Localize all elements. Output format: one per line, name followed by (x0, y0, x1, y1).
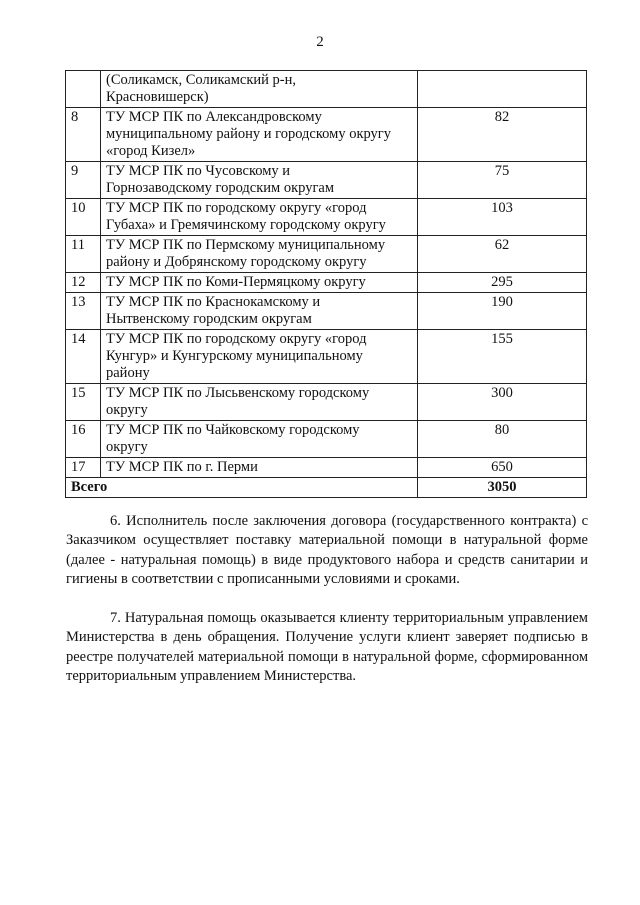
row-value: 75 (418, 162, 587, 199)
row-value: 190 (418, 293, 587, 330)
row-value (418, 71, 587, 108)
row-number: 16 (66, 421, 101, 458)
paragraph-6 (66, 512, 588, 589)
row-number (66, 71, 101, 108)
row-number: 8 (66, 108, 101, 162)
table-row (66, 199, 587, 236)
paragraph-7 (66, 609, 588, 686)
paragraph-7-number: 7. (110, 610, 121, 626)
row-number: 13 (66, 293, 101, 330)
row-number: 15 (66, 384, 101, 421)
table-row (66, 273, 587, 293)
table-row (66, 162, 587, 199)
table-row (66, 421, 587, 458)
row-name-line: ТУ МСР ПК по Чайковскому городскому (106, 422, 360, 438)
row-number: 17 (66, 458, 101, 478)
row-value: 295 (418, 273, 587, 293)
allocation-table-body (66, 71, 587, 498)
row-value: 300 (418, 384, 587, 421)
paragraph-6-text: Исполнитель после заключения договора (государственного контракта) с Заказчиком осуществляет поставку материальной помощи в натуральной форме (далее - натуральная помощь) в виде продуктового набора и средств санитарии и гигиены в соответствии с прописанными условиями и сроками. (66, 513, 589, 587)
row-name-line: ТУ МСР ПК по Лысьвенскому городскому (106, 385, 370, 401)
row-number: 10 (66, 199, 101, 236)
table-row (66, 236, 587, 273)
row-name (101, 421, 418, 458)
row-name-line: району (106, 365, 150, 381)
row-name (101, 108, 418, 162)
page-number: 2 (316, 34, 324, 50)
row-name-line: ТУ МСР ПК по г. Перми (106, 459, 258, 475)
row-name-line: Губаха» и Гремячинскому городскому округу (106, 217, 386, 233)
row-name (101, 162, 418, 199)
table-row (66, 330, 587, 384)
row-name-line: ТУ МСР ПК по Краснокамскому и (106, 294, 321, 310)
row-number: 12 (66, 273, 101, 293)
row-name (101, 236, 418, 273)
table-row (66, 458, 587, 478)
row-name-line: ТУ МСР ПК по Пермскому муниципальному (106, 237, 386, 253)
total-label: Всего (66, 478, 418, 498)
row-value: 650 (418, 458, 587, 478)
total-row (66, 478, 587, 498)
row-name-line: ТУ МСР ПК по Чусовскому и (106, 163, 291, 179)
row-name (101, 384, 418, 421)
allocation-table (65, 70, 587, 498)
table-row (66, 108, 587, 162)
row-value: 82 (418, 108, 587, 162)
row-value: 80 (418, 421, 587, 458)
row-name-line: Кунгур» и Кунгурскому муниципальному (106, 348, 363, 364)
row-name-line: ТУ МСР ПК по городскому округу «город (106, 200, 367, 216)
row-name (101, 71, 418, 108)
row-value: 103 (418, 199, 587, 236)
row-name-line: ТУ МСР ПК по Александровскому (106, 109, 322, 125)
total-value: 3050 (418, 478, 587, 498)
row-name (101, 293, 418, 330)
row-name (101, 458, 418, 478)
row-name-line: Горнозаводскому городским округам (106, 180, 335, 196)
table-row (66, 293, 587, 330)
row-number: 14 (66, 330, 101, 384)
row-name-line: Красновишерск) (106, 89, 209, 105)
row-name-line: Нытвенскому городским округам (106, 311, 312, 327)
paragraph-7-text: Натуральная помощь оказывается клиенту территориальным управлением Министерства в день обращения. Получение услуги клиент заверяет подписью в реестре получателей материальной помощи в натуральной форме, сформированном территориальным управлением Министерства. (66, 610, 588, 684)
row-value: 62 (418, 236, 587, 273)
row-name-line: округу (106, 402, 148, 418)
row-name (101, 199, 418, 236)
row-name-line: муниципальному району и городскому округу (106, 126, 392, 142)
row-name-line: району и Добрянскому городскому округу (106, 254, 367, 270)
table-row (66, 71, 587, 108)
row-number: 9 (66, 162, 101, 199)
row-name (101, 330, 418, 384)
row-name-line: округу (106, 439, 148, 455)
table-row (66, 384, 587, 421)
row-value: 155 (418, 330, 587, 384)
row-name-line: (Соликамск, Соликамский р-н, (106, 72, 296, 88)
row-name-line: ТУ МСР ПК по городскому округу «город (106, 331, 367, 347)
row-name-line: «город Кизел» (106, 143, 196, 159)
row-name (101, 273, 418, 293)
row-name-line: ТУ МСР ПК по Коми-Пермяцкому округу (106, 274, 366, 290)
paragraph-6-number: 6. (110, 513, 121, 529)
row-number: 11 (66, 236, 101, 273)
